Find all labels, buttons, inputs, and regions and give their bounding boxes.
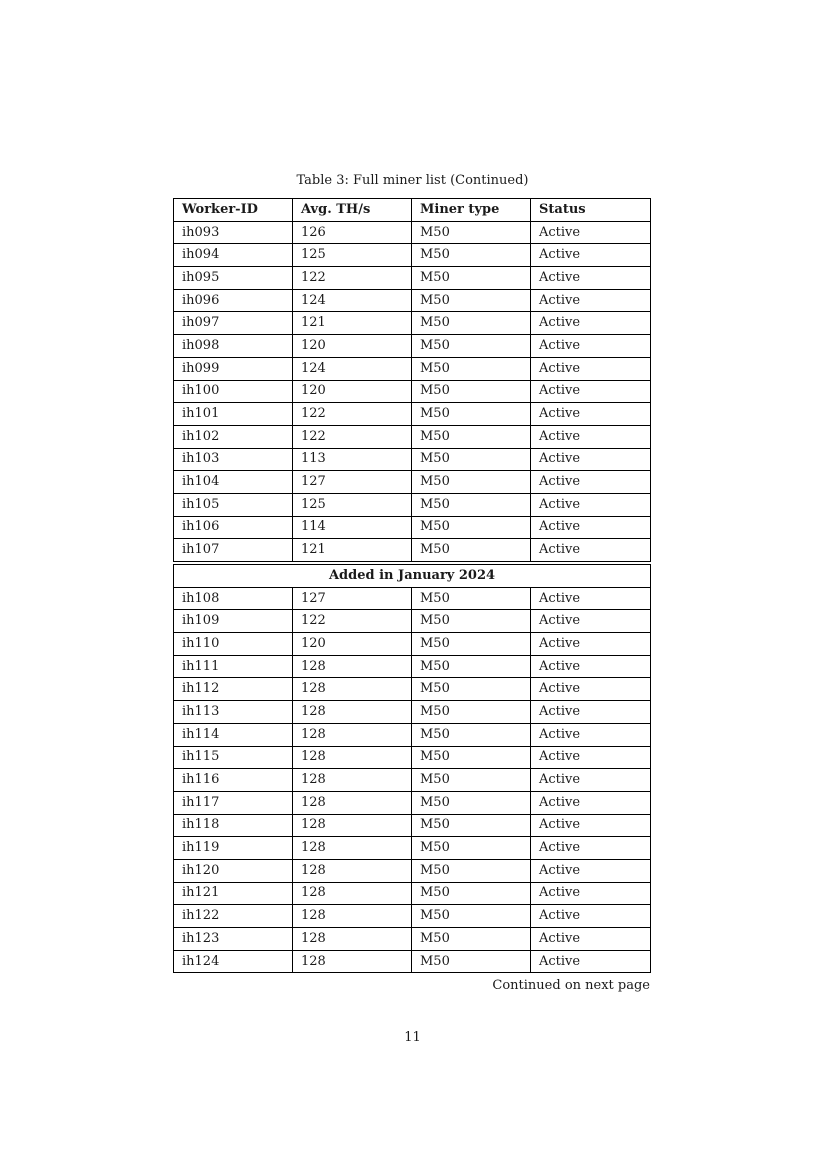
table-row — [174, 633, 651, 656]
miner-type-cell: M50 — [412, 403, 531, 426]
worker-id-cell: ih097 — [174, 312, 293, 335]
table-row — [174, 610, 651, 633]
worker-id-cell: ih118 — [174, 814, 293, 837]
avg-ths-cell: 120 — [293, 335, 412, 358]
worker-id-cell: ih102 — [174, 425, 293, 448]
avg-ths-cell: 122 — [293, 425, 412, 448]
worker-id-cell: ih104 — [174, 471, 293, 494]
avg-ths-cell: 120 — [293, 380, 412, 403]
worker-id-cell: ih093 — [174, 221, 293, 244]
miner-type-cell: M50 — [412, 610, 531, 633]
worker-id-cell: ih117 — [174, 791, 293, 814]
table-row — [174, 267, 651, 290]
miner-type-cell: M50 — [412, 516, 531, 539]
miner-type-cell: M50 — [412, 425, 531, 448]
column-header-worker-id: Worker-ID — [174, 199, 293, 222]
table-row — [174, 701, 651, 724]
miner-type-cell: M50 — [412, 791, 531, 814]
status-cell: Active — [531, 312, 651, 335]
worker-id-cell: ih112 — [174, 678, 293, 701]
table-row — [174, 516, 651, 539]
status-cell: Active — [531, 882, 651, 905]
status-cell: Active — [531, 610, 651, 633]
avg-ths-cell: 127 — [293, 587, 412, 610]
status-cell: Active — [531, 814, 651, 837]
miner-type-cell: M50 — [412, 655, 531, 678]
table-row — [174, 791, 651, 814]
status-cell: Active — [531, 655, 651, 678]
section-label: Added in January 2024 — [174, 565, 651, 588]
miner-type-cell: M50 — [412, 746, 531, 769]
avg-ths-cell: 128 — [293, 655, 412, 678]
status-cell: Active — [531, 769, 651, 792]
worker-id-cell: ih106 — [174, 516, 293, 539]
status-cell: Active — [531, 859, 651, 882]
status-cell: Active — [531, 471, 651, 494]
worker-id-cell: ih108 — [174, 587, 293, 610]
table-body-top — [174, 221, 651, 561]
miner-type-cell: M50 — [412, 448, 531, 471]
miner-type-cell: M50 — [412, 701, 531, 724]
worker-id-cell: ih111 — [174, 655, 293, 678]
table-row — [174, 905, 651, 928]
avg-ths-cell: 122 — [293, 610, 412, 633]
miner-type-cell: M50 — [412, 357, 531, 380]
worker-id-cell: ih124 — [174, 950, 293, 973]
table-row — [174, 312, 651, 335]
worker-id-cell: ih109 — [174, 610, 293, 633]
avg-ths-cell: 128 — [293, 678, 412, 701]
worker-id-cell: ih119 — [174, 837, 293, 860]
status-cell: Active — [531, 633, 651, 656]
table-row — [174, 403, 651, 426]
avg-ths-cell: 124 — [293, 357, 412, 380]
avg-ths-cell: 113 — [293, 448, 412, 471]
avg-ths-cell: 128 — [293, 791, 412, 814]
table-row — [174, 950, 651, 973]
avg-ths-cell: 122 — [293, 267, 412, 290]
worker-id-cell: ih095 — [174, 267, 293, 290]
continued-note: Continued on next page — [492, 978, 650, 993]
status-cell: Active — [531, 403, 651, 426]
avg-ths-cell: 128 — [293, 837, 412, 860]
table-row — [174, 723, 651, 746]
avg-ths-cell: 124 — [293, 289, 412, 312]
column-header-avg-ths: Avg. TH/s — [293, 199, 412, 222]
column-header-status: Status — [531, 199, 651, 222]
status-cell: Active — [531, 221, 651, 244]
status-cell: Active — [531, 928, 651, 951]
worker-id-cell: ih103 — [174, 448, 293, 471]
avg-ths-cell: 128 — [293, 814, 412, 837]
table-row — [174, 221, 651, 244]
avg-ths-cell: 128 — [293, 701, 412, 724]
miner-type-cell: M50 — [412, 380, 531, 403]
miner-type-cell: M50 — [412, 493, 531, 516]
miner-type-cell: M50 — [412, 471, 531, 494]
avg-ths-cell: 126 — [293, 221, 412, 244]
worker-id-cell: ih101 — [174, 403, 293, 426]
page-number: 11 — [404, 1030, 421, 1045]
table-row — [174, 425, 651, 448]
status-cell: Active — [531, 701, 651, 724]
status-cell: Active — [531, 267, 651, 290]
worker-id-cell: ih096 — [174, 289, 293, 312]
miner-type-cell: M50 — [412, 244, 531, 267]
miner-type-cell: M50 — [412, 723, 531, 746]
table-row — [174, 678, 651, 701]
avg-ths-cell: 125 — [293, 244, 412, 267]
miner-table-january-2024 — [173, 564, 651, 973]
status-cell: Active — [531, 723, 651, 746]
avg-ths-cell: 128 — [293, 723, 412, 746]
miner-type-cell: M50 — [412, 221, 531, 244]
worker-id-cell: ih099 — [174, 357, 293, 380]
worker-id-cell: ih113 — [174, 701, 293, 724]
status-cell: Active — [531, 289, 651, 312]
table-row — [174, 814, 651, 837]
worker-id-cell: ih094 — [174, 244, 293, 267]
status-cell: Active — [531, 837, 651, 860]
avg-ths-cell: 128 — [293, 905, 412, 928]
table-row — [174, 380, 651, 403]
status-cell: Active — [531, 587, 651, 610]
table-caption: Table 3: Full miner list (Continued) — [296, 173, 529, 188]
avg-ths-cell: 128 — [293, 746, 412, 769]
miner-table — [173, 198, 651, 562]
avg-ths-cell: 128 — [293, 950, 412, 973]
table-row — [174, 244, 651, 267]
worker-id-cell: ih115 — [174, 746, 293, 769]
miner-type-cell: M50 — [412, 335, 531, 358]
avg-ths-cell: 120 — [293, 633, 412, 656]
miner-type-cell: M50 — [412, 289, 531, 312]
status-cell: Active — [531, 357, 651, 380]
table-row — [174, 587, 651, 610]
avg-ths-cell: 128 — [293, 882, 412, 905]
avg-ths-cell: 125 — [293, 493, 412, 516]
miner-type-cell: M50 — [412, 882, 531, 905]
avg-ths-cell: 128 — [293, 859, 412, 882]
table-row — [174, 448, 651, 471]
status-cell: Active — [531, 950, 651, 973]
miner-type-cell: M50 — [412, 837, 531, 860]
worker-id-cell: ih110 — [174, 633, 293, 656]
table-row — [174, 882, 651, 905]
miner-type-cell: M50 — [412, 587, 531, 610]
miner-type-cell: M50 — [412, 678, 531, 701]
section-header-row — [174, 565, 651, 588]
status-cell: Active — [531, 425, 651, 448]
table-row — [174, 837, 651, 860]
worker-id-cell: ih121 — [174, 882, 293, 905]
table-header-row — [174, 199, 651, 222]
status-cell: Active — [531, 380, 651, 403]
avg-ths-cell: 127 — [293, 471, 412, 494]
status-cell: Active — [531, 244, 651, 267]
worker-id-cell: ih122 — [174, 905, 293, 928]
worker-id-cell: ih098 — [174, 335, 293, 358]
status-cell: Active — [531, 516, 651, 539]
miner-type-cell: M50 — [412, 267, 531, 290]
avg-ths-cell: 121 — [293, 539, 412, 562]
miner-type-cell: M50 — [412, 859, 531, 882]
table-row — [174, 289, 651, 312]
miner-type-cell: M50 — [412, 633, 531, 656]
worker-id-cell: ih107 — [174, 539, 293, 562]
table-row — [174, 859, 651, 882]
worker-id-cell: ih116 — [174, 769, 293, 792]
worker-id-cell: ih123 — [174, 928, 293, 951]
miner-type-cell: M50 — [412, 539, 531, 562]
table-row — [174, 746, 651, 769]
table-row — [174, 655, 651, 678]
table-row — [174, 471, 651, 494]
status-cell: Active — [531, 493, 651, 516]
table-row — [174, 928, 651, 951]
table-row — [174, 539, 651, 562]
table-row — [174, 493, 651, 516]
avg-ths-cell: 114 — [293, 516, 412, 539]
status-cell: Active — [531, 448, 651, 471]
status-cell: Active — [531, 746, 651, 769]
table-body-bottom — [174, 565, 651, 973]
status-cell: Active — [531, 335, 651, 358]
avg-ths-cell: 122 — [293, 403, 412, 426]
worker-id-cell: ih100 — [174, 380, 293, 403]
miner-type-cell: M50 — [412, 814, 531, 837]
column-header-miner-type: Miner type — [412, 199, 531, 222]
worker-id-cell: ih120 — [174, 859, 293, 882]
avg-ths-cell: 128 — [293, 769, 412, 792]
miner-type-cell: M50 — [412, 769, 531, 792]
miner-type-cell: M50 — [412, 928, 531, 951]
miner-type-cell: M50 — [412, 950, 531, 973]
status-cell: Active — [531, 539, 651, 562]
avg-ths-cell: 128 — [293, 928, 412, 951]
status-cell: Active — [531, 905, 651, 928]
table-row — [174, 357, 651, 380]
miner-type-cell: M50 — [412, 312, 531, 335]
status-cell: Active — [531, 791, 651, 814]
status-cell: Active — [531, 678, 651, 701]
table-row — [174, 335, 651, 358]
table-row — [174, 769, 651, 792]
avg-ths-cell: 121 — [293, 312, 412, 335]
miner-type-cell: M50 — [412, 905, 531, 928]
worker-id-cell: ih114 — [174, 723, 293, 746]
worker-id-cell: ih105 — [174, 493, 293, 516]
